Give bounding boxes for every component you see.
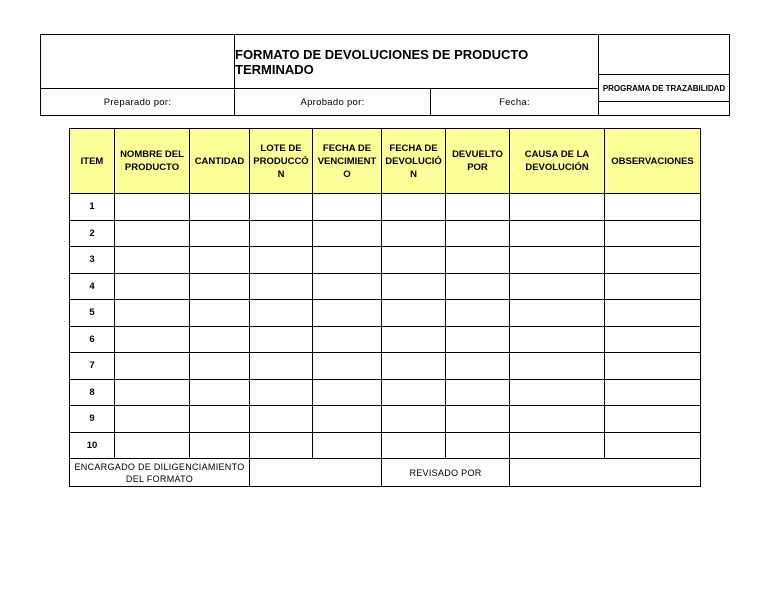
table-cell[interactable] [510, 353, 605, 380]
signature-row [70, 459, 701, 487]
table-cell[interactable] [446, 432, 510, 459]
table-cell[interactable] [446, 247, 510, 274]
table-cell[interactable] [446, 273, 510, 300]
date-label: Fecha: [430, 88, 599, 116]
table-cell[interactable] [605, 326, 701, 353]
col-item: ITEM [70, 129, 115, 194]
table-cell[interactable] [446, 300, 510, 327]
table-cell[interactable] [190, 247, 250, 274]
table-cell[interactable] [250, 247, 313, 274]
row-number: 1 [70, 194, 115, 221]
table-cell[interactable] [446, 406, 510, 433]
table-cell[interactable] [190, 300, 250, 327]
table-cell[interactable] [313, 273, 382, 300]
table-cell[interactable] [190, 194, 250, 221]
table-cell[interactable] [605, 220, 701, 247]
table-cell[interactable] [510, 273, 605, 300]
col-expiry-date: FECHA DE VENCIMIENT O [313, 129, 382, 194]
table-cell[interactable] [510, 406, 605, 433]
table-cell[interactable] [446, 194, 510, 221]
table-cell[interactable] [250, 353, 313, 380]
table-cell[interactable] [190, 353, 250, 380]
table-row [70, 273, 701, 300]
table-row [70, 300, 701, 327]
table-cell[interactable] [250, 432, 313, 459]
col-return-date: FECHA DE DEVOLUCIÓ N [382, 129, 446, 194]
table-cell[interactable] [115, 194, 190, 221]
revisado-label: REVISADO POR [382, 459, 510, 487]
table-cell[interactable] [115, 247, 190, 274]
row-number: 2 [70, 220, 115, 247]
row-number: 3 [70, 247, 115, 274]
table-cell[interactable] [382, 353, 446, 380]
encargado-label: ENCARGADO DE DILIGENCIAMIENTO DEL FORMATO [70, 459, 250, 487]
table-cell[interactable] [510, 379, 605, 406]
table-cell[interactable] [382, 379, 446, 406]
col-observations: OBSERVACIONES [605, 129, 701, 194]
table-cell[interactable] [313, 432, 382, 459]
table-cell[interactable] [382, 273, 446, 300]
row-number: 4 [70, 273, 115, 300]
table-cell[interactable] [190, 220, 250, 247]
table-cell[interactable] [382, 300, 446, 327]
table-cell[interactable] [115, 300, 190, 327]
table-row [70, 353, 701, 380]
table-cell[interactable] [115, 220, 190, 247]
table-cell[interactable] [382, 406, 446, 433]
table-cell[interactable] [510, 194, 605, 221]
table-row [70, 247, 701, 274]
table-cell[interactable] [313, 406, 382, 433]
code-box [598, 34, 730, 75]
table-cell[interactable] [313, 220, 382, 247]
table-row [70, 194, 701, 221]
col-quantity: CANTIDAD [190, 129, 250, 194]
table-cell[interactable] [313, 247, 382, 274]
table-cell[interactable] [605, 353, 701, 380]
encargado-signature-cell[interactable] [250, 459, 382, 487]
table-cell[interactable] [605, 379, 701, 406]
table-cell[interactable] [510, 432, 605, 459]
logo-area [40, 34, 235, 89]
table-cell[interactable] [250, 300, 313, 327]
table-row [70, 406, 701, 433]
table-cell[interactable] [190, 379, 250, 406]
row-number: 7 [70, 353, 115, 380]
returns-table [69, 128, 701, 487]
table-cell[interactable] [605, 432, 701, 459]
table-cell[interactable] [605, 194, 701, 221]
col-return-cause: CAUSA DE LA DEVOLUCIÓN [510, 129, 605, 194]
table-cell[interactable] [446, 353, 510, 380]
table-cell[interactable] [190, 326, 250, 353]
table-header-row [70, 129, 701, 194]
prepared-by-label: Preparado por: [40, 88, 235, 116]
col-returned-by: DEVUELTO POR [446, 129, 510, 194]
table-cell[interactable] [313, 379, 382, 406]
table-row [70, 220, 701, 247]
table-row [70, 326, 701, 353]
table-cell[interactable] [115, 273, 190, 300]
table-cell[interactable] [115, 326, 190, 353]
table-row [70, 432, 701, 459]
table-cell[interactable] [250, 326, 313, 353]
program-label: PROGRAMA DE TRAZABILIDAD [598, 74, 730, 102]
table-cell[interactable] [605, 273, 701, 300]
table-cell[interactable] [250, 194, 313, 221]
row-number: 6 [70, 326, 115, 353]
table-cell[interactable] [115, 406, 190, 433]
row-number: 5 [70, 300, 115, 327]
table-cell[interactable] [313, 326, 382, 353]
table-cell[interactable] [190, 273, 250, 300]
table-cell[interactable] [605, 300, 701, 327]
table-cell[interactable] [382, 220, 446, 247]
table-cell[interactable] [250, 273, 313, 300]
table-cell[interactable] [313, 194, 382, 221]
table-cell[interactable] [510, 300, 605, 327]
table-cell[interactable] [446, 379, 510, 406]
table-cell[interactable] [313, 353, 382, 380]
table-cell[interactable] [510, 220, 605, 247]
row-number: 8 [70, 379, 115, 406]
table-cell[interactable] [605, 406, 701, 433]
table-cell[interactable] [250, 406, 313, 433]
table-cell[interactable] [313, 300, 382, 327]
approved-by-label: Aprobado por: [234, 88, 431, 116]
document-title: FORMATO DE DEVOLUCIONES DE PRODUCTO TERMINADO [234, 34, 599, 89]
table-cell[interactable] [382, 326, 446, 353]
table-cell[interactable] [115, 432, 190, 459]
table-cell[interactable] [510, 326, 605, 353]
col-product-name: NOMBRE DEL PRODUCTO [115, 129, 190, 194]
table-cell[interactable] [605, 247, 701, 274]
col-lot: LOTE DE PRODUCCÓ N [250, 129, 313, 194]
revisado-signature-cell[interactable] [510, 459, 701, 487]
table-row [70, 379, 701, 406]
row-number: 10 [70, 432, 115, 459]
table-cell[interactable] [446, 220, 510, 247]
table-cell[interactable] [382, 247, 446, 274]
row-number: 9 [70, 406, 115, 433]
table-cell[interactable] [446, 326, 510, 353]
table-cell[interactable] [382, 432, 446, 459]
version-box [598, 101, 730, 116]
document-header [40, 34, 730, 116]
table-cell[interactable] [510, 247, 605, 274]
table-cell[interactable] [250, 220, 313, 247]
table-cell[interactable] [250, 379, 313, 406]
table-cell[interactable] [190, 406, 250, 433]
table-cell[interactable] [190, 432, 250, 459]
table-cell[interactable] [382, 194, 446, 221]
table-cell[interactable] [115, 353, 190, 380]
table-cell[interactable] [115, 379, 190, 406]
